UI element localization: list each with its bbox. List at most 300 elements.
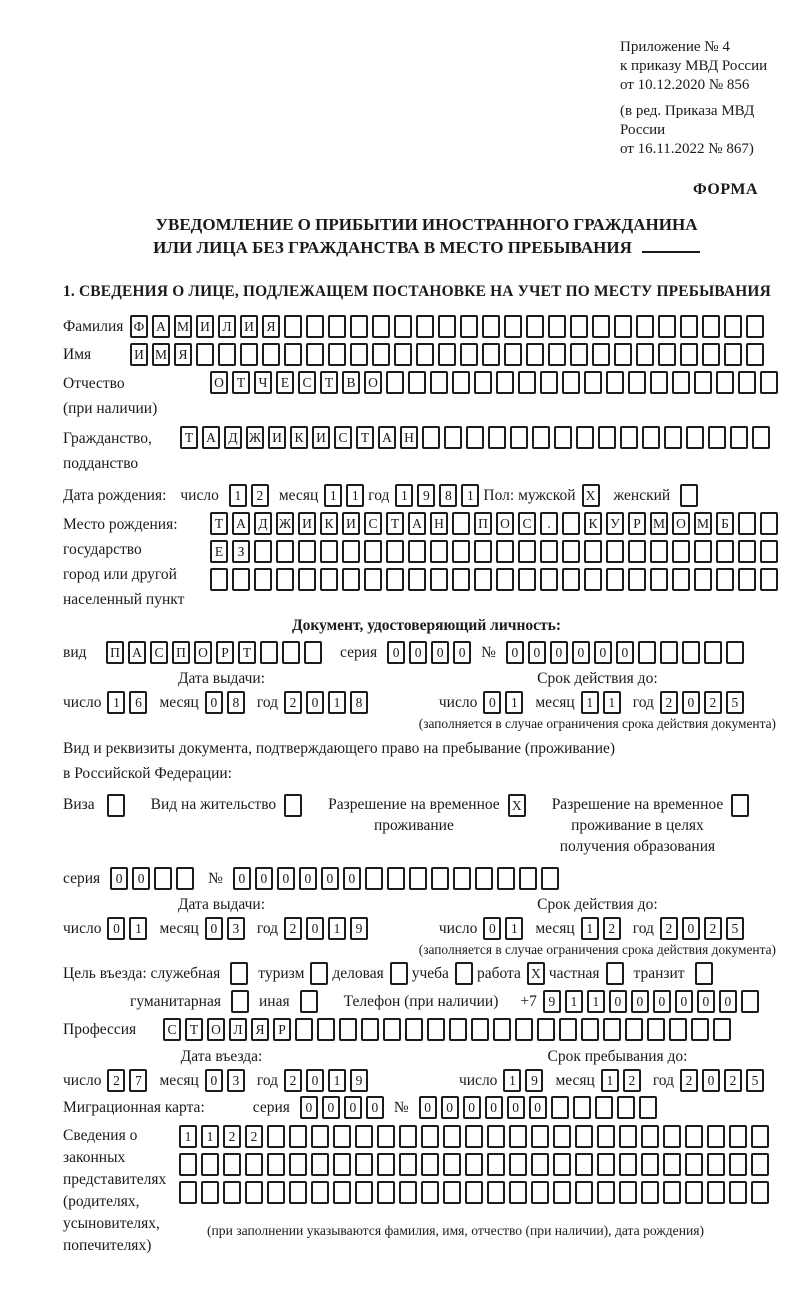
name-cell[interactable] xyxy=(570,343,588,366)
representatives-cell[interactable] xyxy=(399,1181,417,1204)
birthplace-cell[interactable] xyxy=(540,540,558,563)
name-cell[interactable] xyxy=(526,343,544,366)
surname-cell[interactable] xyxy=(680,315,698,338)
name-cell[interactable] xyxy=(504,343,522,366)
stay-day-cell[interactable]: 1 xyxy=(503,1069,521,1092)
citizenship-cell[interactable] xyxy=(620,426,638,449)
permit-number-cell[interactable]: 0 xyxy=(255,867,273,890)
representatives-cell[interactable] xyxy=(421,1125,439,1148)
representatives-cell[interactable] xyxy=(729,1153,747,1176)
mig-seriya-cell[interactable]: 0 xyxy=(322,1096,340,1119)
surname-cell[interactable]: И xyxy=(240,315,258,338)
stay-month-cell[interactable]: 2 xyxy=(623,1069,641,1092)
birthplace-cell[interactable]: Т xyxy=(386,512,404,535)
birthplace-cell[interactable] xyxy=(738,568,756,591)
name-cell[interactable] xyxy=(394,343,412,366)
permit-valid-year-cell[interactable]: 5 xyxy=(726,917,744,940)
mig-number-cell[interactable] xyxy=(595,1096,613,1119)
birthplace-cell[interactable] xyxy=(386,540,404,563)
surname-cell[interactable] xyxy=(702,315,720,338)
permit-number-cell[interactable] xyxy=(497,867,515,890)
surname-cell[interactable] xyxy=(614,315,632,338)
representatives-cell[interactable] xyxy=(663,1125,681,1148)
representatives-cell[interactable] xyxy=(333,1181,351,1204)
permit-issue-year-cell[interactable]: 1 xyxy=(328,917,346,940)
doc-issue-year-cell[interactable]: 0 xyxy=(306,691,324,714)
representatives-cell[interactable] xyxy=(201,1153,219,1176)
birthplace-cell[interactable] xyxy=(672,540,690,563)
profession-cell[interactable]: Т xyxy=(185,1018,203,1041)
representatives-cell[interactable] xyxy=(751,1125,769,1148)
profession-cell[interactable] xyxy=(647,1018,665,1041)
patronymic-cell[interactable]: В xyxy=(342,371,360,394)
phone-cell[interactable]: 0 xyxy=(675,990,693,1013)
permit-number-cell[interactable]: 0 xyxy=(277,867,295,890)
birthplace-cell[interactable]: И xyxy=(298,512,316,535)
birthplace-cell[interactable] xyxy=(760,512,778,535)
permit-valid-month-cell[interactable]: 2 xyxy=(603,917,621,940)
birthplace-cell[interactable] xyxy=(716,540,734,563)
doc-issue-month-cell[interactable]: 0 xyxy=(205,691,223,714)
representatives-cell[interactable] xyxy=(531,1125,549,1148)
representatives-cell[interactable] xyxy=(355,1181,373,1204)
birthplace-cell[interactable] xyxy=(254,540,272,563)
birthplace-cell[interactable]: О xyxy=(672,512,690,535)
phone-cell[interactable]: 0 xyxy=(719,990,737,1013)
mig-number-cell[interactable] xyxy=(617,1096,635,1119)
citizenship-cell[interactable] xyxy=(642,426,660,449)
business-checkbox-cell[interactable] xyxy=(390,962,408,985)
birthplace-cell[interactable]: А xyxy=(232,512,250,535)
birthplace-cell[interactable]: Б xyxy=(716,512,734,535)
profession-cell[interactable] xyxy=(405,1018,423,1041)
doc-valid-year-cell[interactable]: 5 xyxy=(726,691,744,714)
permit-issue-year-cell[interactable]: 2 xyxy=(284,917,302,940)
representatives-cell[interactable] xyxy=(223,1181,241,1204)
citizenship-cell[interactable] xyxy=(532,426,550,449)
birthplace-cell[interactable] xyxy=(254,568,272,591)
representatives-cell[interactable] xyxy=(333,1125,351,1148)
birthplace-cell[interactable] xyxy=(276,568,294,591)
surname-cell[interactable]: А xyxy=(152,315,170,338)
doc-number-cell[interactable]: 0 xyxy=(616,641,634,664)
patronymic-cell[interactable] xyxy=(716,371,734,394)
name-cell[interactable] xyxy=(592,343,610,366)
doc-seriya-cell[interactable]: 0 xyxy=(387,641,405,664)
representatives-cell[interactable] xyxy=(377,1125,395,1148)
birthplace-cell[interactable] xyxy=(430,540,448,563)
birth-month-cell[interactable]: 1 xyxy=(346,484,364,507)
patronymic-cell[interactable]: Е xyxy=(276,371,294,394)
entry-year-cell[interactable]: 0 xyxy=(306,1069,324,1092)
representatives-cell[interactable] xyxy=(751,1153,769,1176)
phone-cell[interactable]: 0 xyxy=(697,990,715,1013)
doc-number-cell[interactable]: 0 xyxy=(550,641,568,664)
representatives-cell[interactable] xyxy=(509,1125,527,1148)
permit-number-cell[interactable] xyxy=(409,867,427,890)
profession-cell[interactable] xyxy=(669,1018,687,1041)
birthplace-cell[interactable] xyxy=(738,512,756,535)
citizenship-cell[interactable] xyxy=(686,426,704,449)
representatives-cell[interactable] xyxy=(509,1153,527,1176)
surname-cell[interactable] xyxy=(482,315,500,338)
phone-cell[interactable]: 0 xyxy=(631,990,649,1013)
citizenship-cell[interactable] xyxy=(510,426,528,449)
name-cell[interactable] xyxy=(680,343,698,366)
work-checkbox-cell[interactable]: X xyxy=(527,962,545,985)
birthplace-cell[interactable] xyxy=(716,568,734,591)
patronymic-cell[interactable] xyxy=(452,371,470,394)
birthplace-cell[interactable] xyxy=(650,568,668,591)
permit-valid-day-cell[interactable]: 1 xyxy=(505,917,523,940)
surname-cell[interactable] xyxy=(460,315,478,338)
surname-cell[interactable]: Ф xyxy=(130,315,148,338)
profession-cell[interactable]: С xyxy=(163,1018,181,1041)
permit-issue-year-cell[interactable]: 9 xyxy=(350,917,368,940)
representatives-cell[interactable] xyxy=(245,1181,263,1204)
birthplace-cell[interactable] xyxy=(540,568,558,591)
stay-year-cell[interactable]: 2 xyxy=(724,1069,742,1092)
permit-issue-month-cell[interactable]: 0 xyxy=(205,917,223,940)
mig-number-cell[interactable] xyxy=(573,1096,591,1119)
other-purpose-checkbox-cell[interactable] xyxy=(300,990,318,1013)
permit-seriya-cell[interactable] xyxy=(176,867,194,890)
patronymic-cell[interactable] xyxy=(562,371,580,394)
patronymic-cell[interactable] xyxy=(694,371,712,394)
patronymic-cell[interactable] xyxy=(386,371,404,394)
birthplace-cell[interactable] xyxy=(474,540,492,563)
representatives-cell[interactable] xyxy=(707,1125,725,1148)
birthplace-cell[interactable]: У xyxy=(606,512,624,535)
patronymic-cell[interactable]: Ч xyxy=(254,371,272,394)
doc-kind-cell[interactable] xyxy=(260,641,278,664)
birthplace-cell[interactable] xyxy=(342,540,360,563)
doc-issue-day-cell[interactable]: 6 xyxy=(129,691,147,714)
citizenship-cell[interactable]: К xyxy=(290,426,308,449)
permit-valid-year-cell[interactable]: 0 xyxy=(682,917,700,940)
citizenship-cell[interactable]: Н xyxy=(400,426,418,449)
representatives-cell[interactable] xyxy=(289,1125,307,1148)
patronymic-cell[interactable] xyxy=(606,371,624,394)
representatives-cell[interactable] xyxy=(685,1153,703,1176)
representatives-cell[interactable] xyxy=(443,1125,461,1148)
representatives-cell[interactable] xyxy=(553,1181,571,1204)
surname-cell[interactable] xyxy=(724,315,742,338)
patronymic-cell[interactable]: С xyxy=(298,371,316,394)
birthplace-cell[interactable] xyxy=(408,540,426,563)
birthplace-cell[interactable] xyxy=(298,540,316,563)
doc-issue-year-cell[interactable]: 1 xyxy=(328,691,346,714)
stay-year-cell[interactable]: 0 xyxy=(702,1069,720,1092)
birthplace-cell[interactable] xyxy=(452,568,470,591)
surname-cell[interactable] xyxy=(416,315,434,338)
mig-seriya-cell[interactable]: 0 xyxy=(344,1096,362,1119)
doc-number-cell[interactable] xyxy=(638,641,656,664)
representatives-cell[interactable] xyxy=(311,1181,329,1204)
doc-kind-cell[interactable]: О xyxy=(194,641,212,664)
patronymic-cell[interactable] xyxy=(628,371,646,394)
name-cell[interactable] xyxy=(262,343,280,366)
permit-valid-year-cell[interactable]: 2 xyxy=(660,917,678,940)
representatives-cell[interactable] xyxy=(553,1125,571,1148)
profession-cell[interactable] xyxy=(515,1018,533,1041)
name-cell[interactable] xyxy=(460,343,478,366)
doc-number-cell[interactable]: 0 xyxy=(572,641,590,664)
birthplace-cell[interactable]: Т xyxy=(210,512,228,535)
permit-issue-month-cell[interactable]: 3 xyxy=(227,917,245,940)
permit-number-cell[interactable]: 0 xyxy=(233,867,251,890)
patronymic-cell[interactable] xyxy=(584,371,602,394)
phone-cell[interactable]: 0 xyxy=(653,990,671,1013)
sex-female-checkbox-cell[interactable] xyxy=(680,484,698,507)
permit-number-cell[interactable] xyxy=(541,867,559,890)
citizenship-cell[interactable]: Т xyxy=(356,426,374,449)
representatives-cell[interactable] xyxy=(333,1153,351,1176)
permit-number-cell[interactable] xyxy=(475,867,493,890)
surname-cell[interactable] xyxy=(570,315,588,338)
profession-cell[interactable] xyxy=(361,1018,379,1041)
representatives-cell[interactable] xyxy=(465,1125,483,1148)
citizenship-cell[interactable] xyxy=(466,426,484,449)
representatives-cell[interactable] xyxy=(267,1125,285,1148)
representatives-cell[interactable] xyxy=(597,1153,615,1176)
representatives-cell[interactable] xyxy=(421,1153,439,1176)
stay-day-cell[interactable]: 9 xyxy=(525,1069,543,1092)
name-cell[interactable] xyxy=(218,343,236,366)
entry-month-cell[interactable]: 3 xyxy=(227,1069,245,1092)
representatives-cell[interactable] xyxy=(465,1153,483,1176)
profession-cell[interactable] xyxy=(691,1018,709,1041)
citizenship-cell[interactable]: Т xyxy=(180,426,198,449)
permit-number-cell[interactable] xyxy=(453,867,471,890)
representatives-cell[interactable] xyxy=(531,1181,549,1204)
representatives-cell[interactable] xyxy=(553,1153,571,1176)
mig-seriya-cell[interactable]: 0 xyxy=(366,1096,384,1119)
birthplace-cell[interactable] xyxy=(628,540,646,563)
surname-cell[interactable] xyxy=(372,315,390,338)
representatives-cell[interactable]: 2 xyxy=(223,1125,241,1148)
mig-number-cell[interactable]: 0 xyxy=(463,1096,481,1119)
birthplace-cell[interactable]: Ж xyxy=(276,512,294,535)
doc-valid-month-cell[interactable]: 1 xyxy=(603,691,621,714)
permit-valid-year-cell[interactable]: 2 xyxy=(704,917,722,940)
temp-residence-checkbox-cell[interactable]: X xyxy=(508,794,526,817)
surname-cell[interactable] xyxy=(548,315,566,338)
surname-cell[interactable] xyxy=(306,315,324,338)
surname-cell[interactable] xyxy=(284,315,302,338)
representatives-cell[interactable] xyxy=(311,1125,329,1148)
entry-year-cell[interactable]: 1 xyxy=(328,1069,346,1092)
patronymic-cell[interactable] xyxy=(540,371,558,394)
representatives-cell[interactable] xyxy=(707,1181,725,1204)
doc-kind-cell[interactable]: С xyxy=(150,641,168,664)
surname-cell[interactable] xyxy=(658,315,676,338)
permit-number-cell[interactable] xyxy=(387,867,405,890)
birth-year-cell[interactable]: 1 xyxy=(395,484,413,507)
permit-number-cell[interactable]: 0 xyxy=(321,867,339,890)
permit-number-cell[interactable]: 0 xyxy=(299,867,317,890)
birthplace-cell[interactable]: Е xyxy=(210,540,228,563)
permit-seriya-cell[interactable] xyxy=(154,867,172,890)
representatives-cell[interactable] xyxy=(289,1181,307,1204)
phone-cell[interactable] xyxy=(741,990,759,1013)
patronymic-cell[interactable] xyxy=(738,371,756,394)
patronymic-cell[interactable] xyxy=(650,371,668,394)
birthplace-cell[interactable] xyxy=(694,568,712,591)
birthplace-cell[interactable] xyxy=(496,568,514,591)
doc-kind-cell[interactable]: Р xyxy=(216,641,234,664)
name-cell[interactable] xyxy=(416,343,434,366)
representatives-cell[interactable] xyxy=(575,1153,593,1176)
representatives-cell[interactable] xyxy=(399,1153,417,1176)
name-cell[interactable]: М xyxy=(152,343,170,366)
patronymic-cell[interactable] xyxy=(430,371,448,394)
doc-issue-day-cell[interactable]: 1 xyxy=(107,691,125,714)
name-cell[interactable] xyxy=(702,343,720,366)
private-checkbox-cell[interactable] xyxy=(606,962,624,985)
patronymic-cell[interactable] xyxy=(672,371,690,394)
profession-cell[interactable] xyxy=(581,1018,599,1041)
doc-kind-cell[interactable]: П xyxy=(106,641,124,664)
birth-day-cell[interactable]: 2 xyxy=(251,484,269,507)
representatives-cell[interactable] xyxy=(509,1181,527,1204)
birthplace-cell[interactable]: С xyxy=(518,512,536,535)
doc-valid-day-cell[interactable]: 0 xyxy=(483,691,501,714)
birthplace-cell[interactable]: М xyxy=(694,512,712,535)
citizenship-cell[interactable] xyxy=(730,426,748,449)
representatives-cell[interactable] xyxy=(685,1125,703,1148)
name-cell[interactable] xyxy=(658,343,676,366)
doc-issue-year-cell[interactable]: 8 xyxy=(350,691,368,714)
representatives-cell[interactable] xyxy=(619,1181,637,1204)
patronymic-cell[interactable] xyxy=(496,371,514,394)
representatives-cell[interactable] xyxy=(575,1181,593,1204)
doc-kind-cell[interactable]: Т xyxy=(238,641,256,664)
birthplace-cell[interactable]: А xyxy=(408,512,426,535)
profession-cell[interactable] xyxy=(339,1018,357,1041)
representatives-cell[interactable] xyxy=(641,1125,659,1148)
humanitarian-checkbox-cell[interactable] xyxy=(231,990,249,1013)
doc-number-cell[interactable] xyxy=(726,641,744,664)
birthplace-cell[interactable] xyxy=(232,568,250,591)
name-cell[interactable]: Я xyxy=(174,343,192,366)
citizenship-cell[interactable] xyxy=(554,426,572,449)
birthplace-cell[interactable] xyxy=(298,568,316,591)
representatives-cell[interactable] xyxy=(707,1153,725,1176)
birthplace-cell[interactable] xyxy=(760,540,778,563)
surname-cell[interactable] xyxy=(328,315,346,338)
birthplace-cell[interactable] xyxy=(364,568,382,591)
entry-year-cell[interactable]: 9 xyxy=(350,1069,368,1092)
permit-number-cell[interactable] xyxy=(519,867,537,890)
mig-number-cell[interactable] xyxy=(639,1096,657,1119)
representatives-cell[interactable] xyxy=(619,1125,637,1148)
stay-month-cell[interactable]: 1 xyxy=(601,1069,619,1092)
representatives-cell[interactable] xyxy=(641,1181,659,1204)
citizenship-cell[interactable]: А xyxy=(378,426,396,449)
birthplace-cell[interactable] xyxy=(738,540,756,563)
surname-cell[interactable]: Я xyxy=(262,315,280,338)
birth-year-cell[interactable]: 1 xyxy=(461,484,479,507)
representatives-cell[interactable] xyxy=(487,1181,505,1204)
permit-issue-year-cell[interactable]: 0 xyxy=(306,917,324,940)
citizenship-cell[interactable] xyxy=(422,426,440,449)
birth-day-cell[interactable]: 1 xyxy=(229,484,247,507)
mig-number-cell[interactable]: 0 xyxy=(529,1096,547,1119)
name-cell[interactable] xyxy=(372,343,390,366)
representatives-cell[interactable]: 2 xyxy=(245,1125,263,1148)
name-cell[interactable] xyxy=(284,343,302,366)
representatives-cell[interactable] xyxy=(597,1181,615,1204)
entry-month-cell[interactable]: 0 xyxy=(205,1069,223,1092)
citizenship-cell[interactable]: И xyxy=(268,426,286,449)
birthplace-cell[interactable] xyxy=(562,568,580,591)
patronymic-cell[interactable]: О xyxy=(364,371,382,394)
doc-kind-cell[interactable] xyxy=(282,641,300,664)
representatives-cell[interactable]: 1 xyxy=(201,1125,219,1148)
birthplace-cell[interactable] xyxy=(760,568,778,591)
name-cell[interactable] xyxy=(614,343,632,366)
doc-valid-month-cell[interactable]: 1 xyxy=(581,691,599,714)
birthplace-cell[interactable]: М xyxy=(650,512,668,535)
representatives-cell[interactable]: 1 xyxy=(179,1125,197,1148)
representatives-cell[interactable] xyxy=(377,1153,395,1176)
surname-cell[interactable] xyxy=(636,315,654,338)
birthplace-cell[interactable] xyxy=(276,540,294,563)
birthplace-cell[interactable]: И xyxy=(342,512,360,535)
mig-number-cell[interactable]: 0 xyxy=(485,1096,503,1119)
mig-seriya-cell[interactable]: 0 xyxy=(300,1096,318,1119)
permit-valid-day-cell[interactable]: 0 xyxy=(483,917,501,940)
patronymic-cell[interactable] xyxy=(518,371,536,394)
mig-number-cell[interactable]: 0 xyxy=(441,1096,459,1119)
surname-cell[interactable] xyxy=(526,315,544,338)
birthplace-cell[interactable] xyxy=(562,512,580,535)
doc-kind-cell[interactable]: А xyxy=(128,641,146,664)
doc-kind-cell[interactable]: П xyxy=(172,641,190,664)
phone-cell[interactable]: 9 xyxy=(543,990,561,1013)
surname-cell[interactable] xyxy=(394,315,412,338)
citizenship-cell[interactable] xyxy=(488,426,506,449)
entry-day-cell[interactable]: 2 xyxy=(107,1069,125,1092)
birthplace-cell[interactable]: З xyxy=(232,540,250,563)
surname-cell[interactable]: И xyxy=(196,315,214,338)
citizenship-cell[interactable]: Ж xyxy=(246,426,264,449)
doc-number-cell[interactable]: 0 xyxy=(506,641,524,664)
representatives-cell[interactable] xyxy=(575,1125,593,1148)
sex-male-checkbox-cell[interactable]: X xyxy=(582,484,600,507)
permit-valid-month-cell[interactable]: 1 xyxy=(581,917,599,940)
doc-number-cell[interactable]: 0 xyxy=(528,641,546,664)
patronymic-cell[interactable]: Т xyxy=(320,371,338,394)
representatives-cell[interactable] xyxy=(443,1153,461,1176)
citizenship-cell[interactable]: С xyxy=(334,426,352,449)
representatives-cell[interactable] xyxy=(663,1181,681,1204)
transit-checkbox-cell[interactable] xyxy=(695,962,713,985)
citizenship-cell[interactable] xyxy=(444,426,462,449)
name-cell[interactable] xyxy=(548,343,566,366)
representatives-cell[interactable] xyxy=(729,1125,747,1148)
citizenship-cell[interactable] xyxy=(664,426,682,449)
profession-cell[interactable] xyxy=(603,1018,621,1041)
doc-issue-year-cell[interactable]: 2 xyxy=(284,691,302,714)
doc-valid-year-cell[interactable]: 2 xyxy=(660,691,678,714)
birthplace-cell[interactable] xyxy=(430,568,448,591)
name-cell[interactable] xyxy=(328,343,346,366)
profession-cell[interactable]: Я xyxy=(251,1018,269,1041)
profession-cell[interactable] xyxy=(713,1018,731,1041)
profession-cell[interactable] xyxy=(625,1018,643,1041)
